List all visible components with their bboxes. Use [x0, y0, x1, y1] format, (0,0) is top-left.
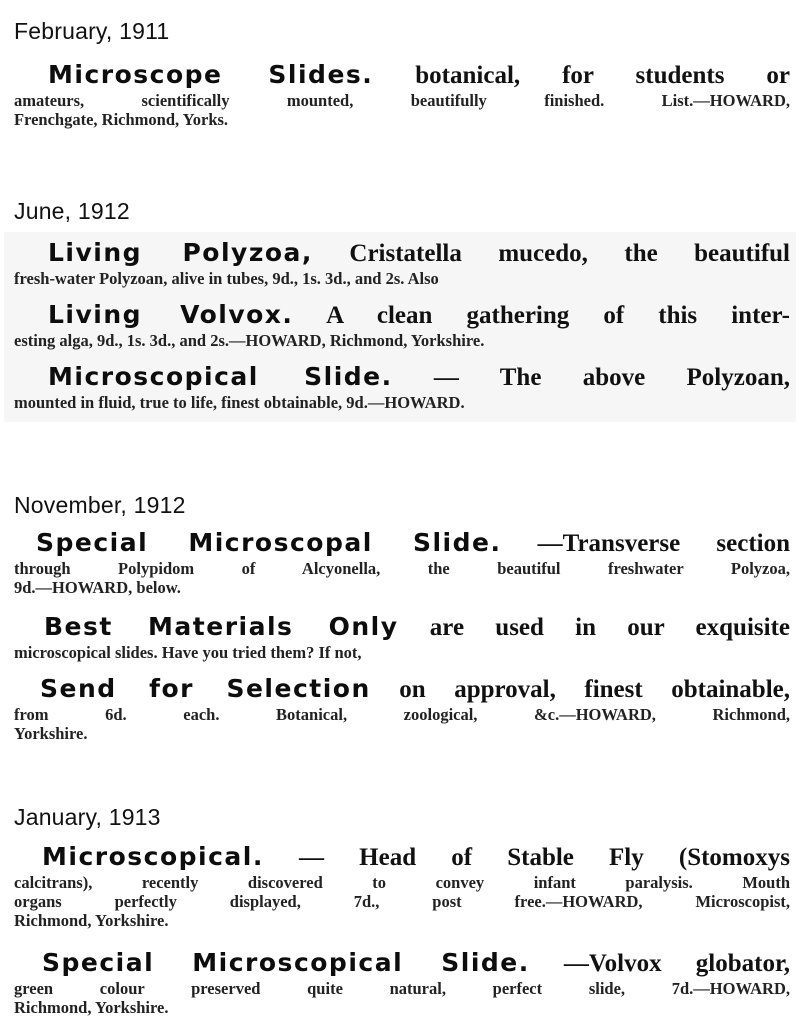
- date-heading: June, 1912: [14, 198, 130, 224]
- ad-line: fresh-water Polyzoan, alive in tubes, 9d., 1s. 3d., and 2s. Also: [14, 269, 439, 288]
- advertisement: [14, 842, 790, 930]
- ad-text: are used in our exquisite: [429, 614, 790, 641]
- ad-first-line: [14, 612, 790, 643]
- ad-first-line: [14, 300, 790, 331]
- advertisement: [14, 674, 790, 743]
- advertisement: [14, 948, 790, 1017]
- ad-line: Richmond, Yorkshire.: [14, 998, 169, 1017]
- ad-first-line: [14, 674, 790, 705]
- ad-text: Cristatella mucedo, the beautiful: [349, 240, 790, 267]
- ad-line: Frenchgate, Richmond, Yorks.: [14, 110, 229, 129]
- ad-line: from 6d. each. Botanical, zoological, &c.—HOWARD, Richmond,: [14, 705, 790, 724]
- ad-line: through Polypidom of Alcyonella, the beautiful freshwater Polyzoa,: [14, 559, 790, 578]
- ad-first-line: [14, 948, 790, 979]
- advertisement: [14, 362, 790, 412]
- ad-line: microscopical slides. Have you tried them? If not,: [14, 643, 362, 662]
- advertisement: [14, 612, 790, 662]
- date-heading: November, 1912: [14, 492, 186, 518]
- ad-first-line: [14, 362, 790, 393]
- ad-line: calcitrans), recently discovered to convey infant paralysis. Mouth: [14, 873, 790, 892]
- date-heading: February, 1911: [14, 18, 170, 44]
- newspaper-clipping: [4, 56, 796, 146]
- ad-text: —Volvox globator,: [563, 950, 790, 977]
- ad-line: green colour preserved quite natural, perfect slide, 7d.—HOWARD,: [14, 979, 790, 998]
- ad-first-line: [14, 528, 790, 559]
- ad-text: — Head of Stable Fly (Stomoxys: [299, 844, 790, 871]
- advertisement: [14, 300, 790, 350]
- ad-line: 9d.—HOWARD, below.: [14, 578, 181, 597]
- ad-heading: Special Microscopal Slide.: [36, 528, 502, 557]
- ad-heading: Microscopical.: [42, 842, 264, 871]
- ad-text: —Transverse section: [537, 530, 790, 557]
- ad-line: Yorkshire.: [14, 724, 88, 743]
- ad-line: mounted in fluid, true to life, finest obtainable, 9d.—HOWARD.: [14, 393, 465, 412]
- ad-line: Richmond, Yorkshire.: [14, 911, 169, 930]
- ad-first-line: [14, 60, 790, 91]
- ad-heading: Microscopical Slide.: [48, 362, 393, 391]
- ad-line: esting alga, 9d., 1s. 3d., and 2s.—HOWARD, Richmond, Yorkshire.: [14, 331, 485, 350]
- advertisement: [14, 238, 790, 288]
- ad-heading: Send for Selection: [40, 674, 371, 703]
- ad-text: A clean gathering of this inter-: [326, 302, 790, 329]
- ad-heading: Best Materials Only: [44, 612, 399, 641]
- ad-text: botanical, for students or: [415, 62, 790, 89]
- newspaper-clipping: [4, 838, 796, 1030]
- ad-text: — The above Polyzoan,: [433, 364, 790, 391]
- ad-heading: Living Volvox.: [48, 300, 294, 329]
- ad-heading: Special Microscopical Slide.: [42, 948, 530, 977]
- ad-line: organs perfectly displayed, 7d., post free.—HOWARD, Microscopist,: [14, 892, 790, 911]
- advertisement: [14, 528, 790, 597]
- advertisement: [14, 60, 790, 129]
- ad-line: amateurs, scientifically mounted, beautifully finished. List.—HOWARD,: [14, 91, 790, 110]
- newspaper-clipping: [4, 232, 796, 422]
- ad-first-line: [14, 238, 790, 269]
- newspaper-clipping: [4, 526, 796, 756]
- date-heading: January, 1913: [14, 804, 161, 830]
- ad-heading: Microscope Slides.: [48, 60, 374, 89]
- ad-first-line: [14, 842, 790, 873]
- ad-text: on approval, finest obtainable,: [399, 676, 790, 703]
- ad-heading: Living Polyzoa,: [48, 238, 313, 267]
